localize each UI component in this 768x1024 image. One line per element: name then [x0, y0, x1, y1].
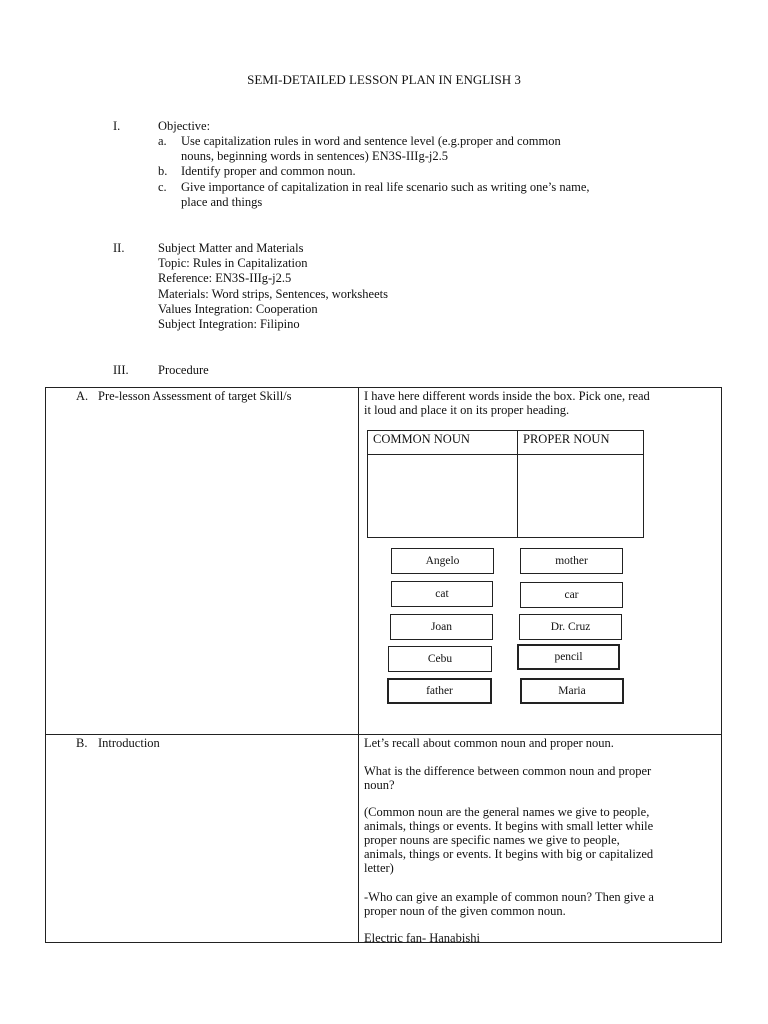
table-row-divider	[46, 734, 721, 735]
word-strip-joan[interactable]: Joan	[390, 614, 493, 640]
proper-noun-header: PROPER NOUN	[523, 432, 610, 446]
row-a-letter: A.	[76, 389, 89, 403]
objective-a-line-1: Use capitalization rules in word and sentence level (e.g.proper and common	[181, 134, 561, 148]
section-3-number: III.	[113, 363, 129, 377]
noun-sorting-table	[367, 430, 644, 538]
intro-line-8: proper nouns are specific names we give to people,	[364, 833, 620, 847]
intro-line-1: Let’s recall about common noun and proper noun.	[364, 736, 614, 750]
intro-line-4: noun?	[364, 778, 395, 792]
row-a-instruction-line-1: I have here different words inside the box. Pick one, read	[364, 389, 650, 403]
intro-line-6: (Common noun are the general names we give to people,	[364, 805, 650, 819]
objective-b-line-1: Identify proper and common noun.	[181, 164, 356, 178]
section-2-number: II.	[113, 241, 125, 255]
row-a-label: Pre-lesson Assessment of target Skill/s	[98, 389, 292, 403]
word-strip-angelo[interactable]: Angelo	[391, 548, 494, 574]
noun-table-header-divider	[368, 454, 643, 455]
table-column-divider	[358, 388, 359, 942]
intro-line-9: animals, things or events. It begins with big or capitalized	[364, 847, 654, 861]
intro-line-10: letter)	[364, 861, 394, 875]
word-strip-pencil[interactable]: pencil	[517, 644, 620, 670]
materials-line: Materials: Word strips, Sentences, worksheets	[158, 287, 388, 301]
section-3-heading: Procedure	[158, 363, 209, 377]
row-a-instruction-line-2: it loud and place it on its proper heading.	[364, 403, 570, 417]
subject-integration-line: Subject Integration: Filipino	[158, 317, 300, 331]
values-integration-line: Values Integration: Cooperation	[158, 302, 318, 316]
reference-line: Reference: EN3S-IIIg-j2.5	[158, 271, 292, 285]
word-strip-mother[interactable]: mother	[520, 548, 623, 574]
row-b-label: Introduction	[98, 736, 160, 750]
section-1-heading: Objective:	[158, 119, 211, 133]
section-1-number: I.	[113, 119, 121, 133]
intro-line-15: Electric fan- Hanabishi	[364, 931, 480, 945]
intro-line-13: proper noun of the given common noun.	[364, 904, 566, 918]
word-strip-maria[interactable]: Maria	[520, 678, 624, 704]
intro-line-12: -Who can give an example of common noun? Then give a	[364, 890, 654, 904]
procedure-table	[45, 387, 722, 943]
word-strip-car[interactable]: car	[520, 582, 623, 608]
topic-line: Topic: Rules in Capitalization	[158, 256, 308, 270]
objective-letter-b: b.	[158, 164, 168, 178]
objective-letter-c: c.	[158, 180, 167, 194]
word-strip-cat[interactable]: cat	[391, 581, 493, 607]
objective-c-line-1: Give importance of capitalization in real life scenario such as writing one’s name,	[181, 180, 590, 194]
word-strip-dr-cruz[interactable]: Dr. Cruz	[519, 614, 622, 640]
subject-matter-heading: Subject Matter and Materials	[158, 241, 304, 255]
noun-table-column-divider	[517, 431, 518, 537]
word-strip-father[interactable]: father	[387, 678, 492, 704]
objective-c-line-2: place and things	[181, 195, 263, 209]
common-noun-header: COMMON NOUN	[373, 432, 470, 446]
objective-a-line-2: nouns, beginning words in sentences) EN3S-IIIg-j2.5	[181, 149, 448, 163]
intro-line-7: animals, things or events. It begins with small letter while	[364, 819, 654, 833]
word-strip-cebu[interactable]: Cebu	[388, 646, 492, 672]
intro-line-3: What is the difference between common noun and proper	[364, 764, 652, 778]
row-b-letter: B.	[76, 736, 88, 750]
objective-letter-a: a.	[158, 134, 167, 148]
page-title: SEMI-DETAILED LESSON PLAN IN ENGLISH 3	[247, 72, 521, 87]
